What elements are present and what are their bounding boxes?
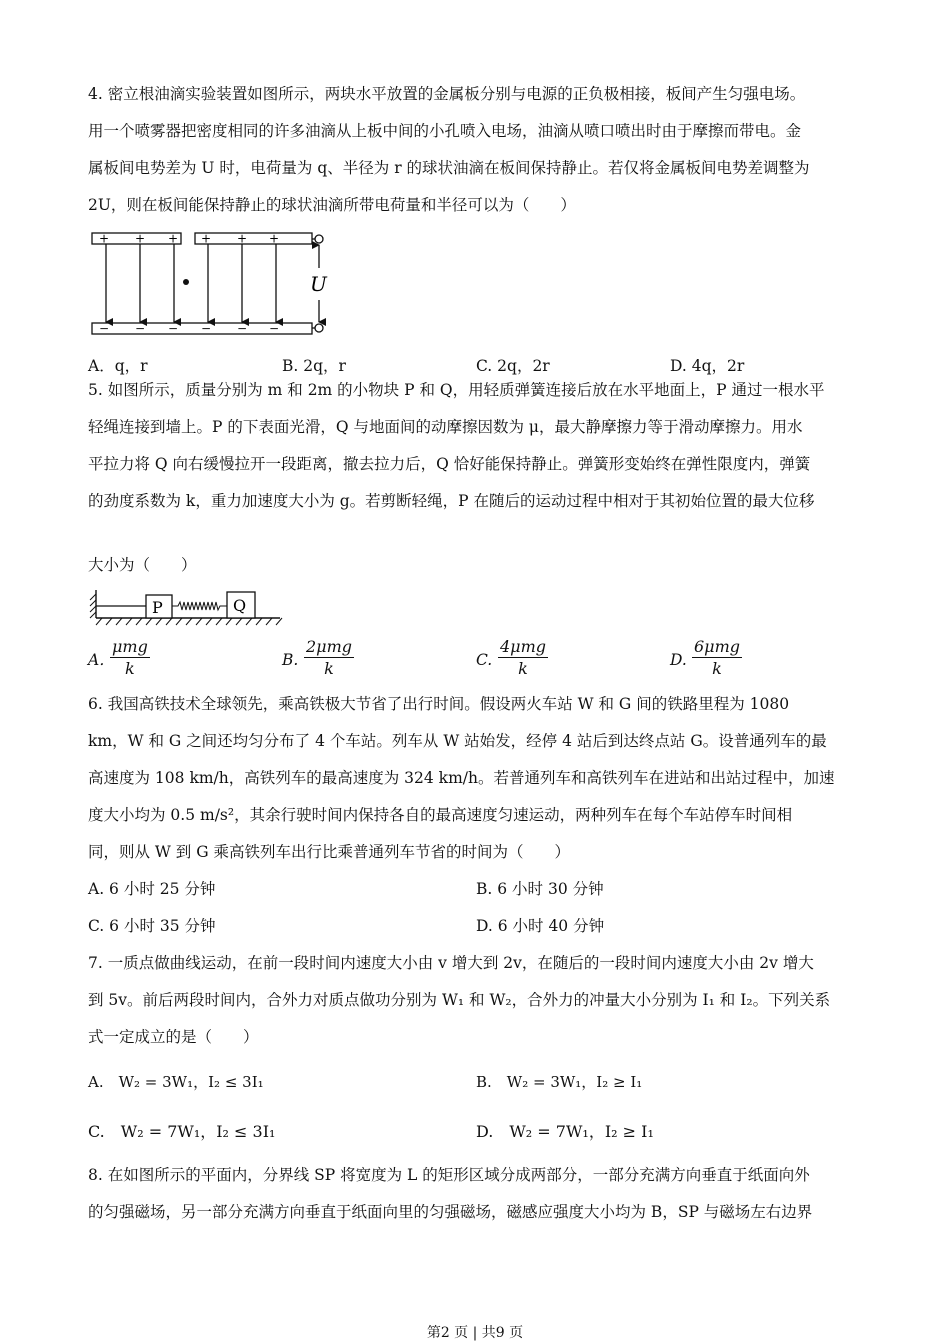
q4-option-a[interactable]: A．q，r bbox=[88, 357, 148, 375]
q5-option-a-fraction[interactable] bbox=[110, 637, 150, 678]
plus-sign: + bbox=[201, 231, 212, 246]
q6-line-5: 同，则从 W 到 G 乘高铁列车出行比乘普通列车节省的时间为（ ） bbox=[88, 843, 571, 861]
spring-blocks-figure bbox=[88, 588, 283, 628]
q5-line-4: 的劲度系数为 k，重力加速度大小为 g。若剪断轻绳，P 在随后的运动过程中相对于其初始位置的最大位移 bbox=[88, 492, 815, 510]
q7-line-2: 到 5v。前后两段时间内，合外力对质点做功分别为 W₁ 和 W₂，合外力的冲量大小分别为 I₁ 和 I₂。下列关系 bbox=[88, 991, 831, 1009]
fraction-numerator: 4μmg bbox=[500, 637, 546, 656]
fraction-numerator: 2μmg bbox=[306, 637, 352, 656]
q7-option-b[interactable]: B. W₂ = 3W₁，I₂ ≥ I₁ bbox=[476, 1073, 643, 1091]
q5-option-a-label[interactable]: A． bbox=[88, 651, 115, 669]
q6-line-1: 6. 我国高铁技术全球领先，乘高铁极大节省了出行时间。假设两火车站 W 和 G 间的铁路里程为 1080 bbox=[88, 695, 790, 713]
q6-option-d[interactable]: D. 6 小时 40 分钟 bbox=[476, 917, 605, 935]
q5-option-c-fraction[interactable] bbox=[498, 637, 548, 678]
block-q-label: Q bbox=[233, 596, 247, 615]
minus-sign: − bbox=[201, 321, 212, 336]
plus-sign: + bbox=[99, 231, 110, 246]
q6-option-b[interactable]: B. 6 小时 30 分钟 bbox=[476, 880, 604, 898]
q5-option-d-fraction[interactable] bbox=[692, 637, 742, 678]
q5-option-d-label[interactable]: D. bbox=[670, 651, 687, 669]
q5-line-1: 5. 如图所示，质量分别为 m 和 2m 的小物块 P 和 Q，用轻质弹簧连接后放在水平地面上，P 通过一根水平 bbox=[88, 381, 825, 399]
q7-option-c[interactable]: C. W₂ = 7W₁，I₂ ≤ 3I₁ bbox=[88, 1122, 276, 1141]
plus-sign: + bbox=[237, 231, 248, 246]
minus-sign: − bbox=[237, 321, 248, 336]
q6-option-a[interactable]: A. 6 小时 25 分钟 bbox=[88, 880, 216, 898]
ground-hatch bbox=[96, 618, 282, 625]
q6-option-c[interactable]: C. 6 小时 35 分钟 bbox=[88, 917, 216, 935]
q4-option-c[interactable]: C. 2q，2r bbox=[476, 357, 550, 375]
oil-droplet bbox=[183, 279, 189, 285]
terminal-top bbox=[315, 235, 323, 243]
q5-option-b-label[interactable]: B. bbox=[282, 651, 299, 669]
minus-sign: − bbox=[99, 321, 110, 336]
q8-line-1: 8. 在如图所示的平面内，分界线 SP 将宽度为 L 的矩形区域分成两部分，一部分充满方向垂直于纸面向外 bbox=[88, 1166, 810, 1184]
page-footer: 第2 页 | 共9 页 bbox=[426, 1325, 524, 1341]
spring bbox=[172, 602, 227, 610]
q7-line-1: 7. 一质点做曲线运动，在前一段时间内速度大小由 v 增大到 2v，在随后的一段时间内速度大小由 2v 增大 bbox=[88, 954, 814, 972]
q4-line-2: 用一个喷雾器把密度相同的许多油滴从上板中间的小孔喷入电场，油滴从喷口喷出时由于摩擦而带电。金 bbox=[88, 122, 802, 140]
plus-sign: + bbox=[269, 231, 280, 246]
q4-line-1: 4. 密立根油滴实验装置如图所示，两块水平放置的金属板分别与电源的正负极相接，板间产生匀强电场。 bbox=[88, 85, 806, 103]
q7-line-3: 式一定成立的是（ ） bbox=[88, 1028, 259, 1046]
q5-line-3: 平拉力将 Q 向右缓慢拉开一段距离，撤去拉力后，Q 恰好能保持静止。弹簧形变始终在弹性限度内，弹簧 bbox=[88, 455, 811, 473]
minus-sign: − bbox=[269, 321, 280, 336]
minus-sign: − bbox=[168, 321, 179, 336]
millikan-apparatus-figure bbox=[88, 228, 338, 340]
q7-option-d[interactable]: D. W₂ = 7W₁，I₂ ≥ I₁ bbox=[476, 1122, 654, 1141]
q4-line-3: 属板间电势差为 U 时，电荷量为 q、半径为 r 的球状油滴在板间保持静止。若仅将金属板间电势差调整为 bbox=[88, 159, 810, 177]
q4-option-b[interactable]: B. 2q，r bbox=[282, 357, 346, 375]
q4-option-d[interactable]: D. 4q，2r bbox=[670, 357, 745, 375]
fraction-denominator: k bbox=[518, 659, 528, 678]
plus-sign: + bbox=[168, 231, 179, 246]
fraction-numerator: μmg bbox=[112, 637, 148, 656]
q4-line-4: 2U，则在板间能保持静止的球状油滴所带电荷量和半径可以为（ ） bbox=[88, 196, 576, 214]
q6-line-3: 高速度为 108 km/h，高铁列车的最高速度为 324 km/h。若普通列车和高铁列车在进站和出站过程中，加速 bbox=[88, 769, 835, 787]
fraction-numerator: 6μmg bbox=[694, 637, 740, 656]
wall-hatch bbox=[90, 594, 96, 618]
voltage-label: U bbox=[310, 272, 327, 296]
plus-sign: + bbox=[135, 231, 146, 246]
block-p-label: P bbox=[152, 598, 163, 617]
top-plate-right bbox=[195, 233, 312, 244]
q6-line-4: 度大小均为 0.5 m/s²，其余行驶时间内保持各自的最高速度匀速运动，两种列车在每个车站停车时间相 bbox=[88, 806, 793, 824]
q5-option-c-label[interactable]: C. bbox=[476, 651, 493, 669]
q6-line-2: km，W 和 G 之间还均匀分布了 4 个车站。列车从 W 站始发，经停 4 站后到达终点站 G。设普通列车的最 bbox=[88, 732, 827, 750]
q5-option-b-fraction[interactable] bbox=[304, 637, 354, 678]
terminal-bottom bbox=[315, 324, 323, 332]
minus-sign: − bbox=[135, 321, 146, 336]
q5-line-5: 大小为（ ） bbox=[88, 556, 197, 574]
q5-line-2: 轻绳连接到墙上。P 的下表面光滑，Q 与地面间的动摩擦因数为 μ，最大静摩擦力等于滑动摩擦力。用水 bbox=[88, 418, 803, 436]
q8-line-2: 的匀强磁场，另一部分充满方向垂直于纸面向里的匀强磁场，磁感应强度大小均为 B，SP 与磁场左右边界 bbox=[88, 1203, 813, 1221]
fraction-denominator: k bbox=[125, 659, 135, 678]
fraction-denominator: k bbox=[324, 659, 334, 678]
q7-option-a[interactable]: A. W₂ = 3W₁，I₂ ≤ 3I₁ bbox=[88, 1073, 264, 1091]
fraction-denominator: k bbox=[712, 659, 722, 678]
